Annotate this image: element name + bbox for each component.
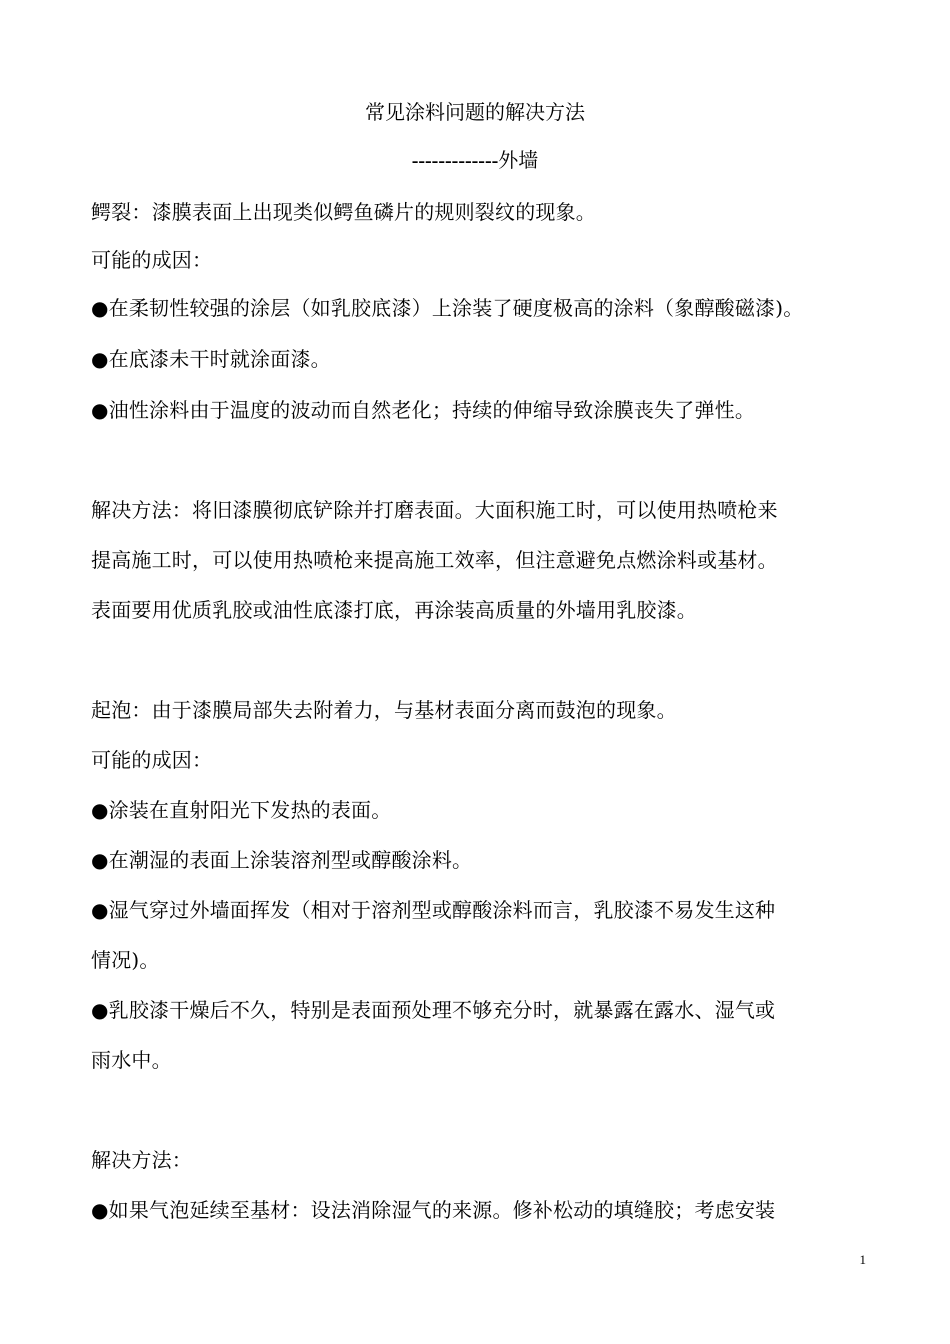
paragraph-line: 起泡：由于漆膜局部失去附着力，与基材表面分离而鼓泡的现象。 bbox=[91, 698, 677, 722]
list-item-continuation: 雨水中。 bbox=[91, 1048, 172, 1072]
page-subtitle bbox=[0, 146, 950, 175]
paragraph-line: 表面要用优质乳胶或油性底漆打底，再涂装高质量的外墙用乳胶漆。 bbox=[91, 598, 697, 622]
subtitle-text: 外墙 bbox=[498, 148, 539, 172]
list-item: ●涂装在直射阳光下发热的表面。 bbox=[91, 798, 392, 822]
list-item: ●乳胶漆干燥后不久，特别是表面预处理不够充分时，就暴露在露水、湿气或 bbox=[91, 998, 776, 1022]
paragraph-line: 提高施工时，可以使用热喷枪来提高施工效率，但注意避免点燃涂料或基材。 bbox=[91, 548, 778, 572]
page-number: 1 bbox=[859, 1252, 866, 1267]
list-item: ●湿气穿过外墙面挥发（相对于溶剂型或醇酸涂料而言，乳胶漆不易发生这种 bbox=[91, 898, 776, 922]
paragraph-line: 可能的成因： bbox=[91, 748, 213, 772]
list-item: ●在柔韧性较强的涂层（如乳胶底漆）上涂装了硬度极高的涂料（象醇酸磁漆)。 bbox=[91, 296, 804, 320]
paragraph-line: 解决方法： bbox=[91, 1148, 192, 1172]
paragraph-line: 可能的成因： bbox=[91, 248, 213, 272]
list-item: ●油性涂料由于温度的波动而自然老化；持续的伸缩导致涂膜丧失了弹性。 bbox=[91, 398, 756, 422]
list-item: ●在潮湿的表面上涂装溶剂型或醇酸涂料。 bbox=[91, 848, 473, 872]
paragraph-line: 解决方法：将旧漆膜彻底铲除并打磨表面。大面积施工时，可以使用热喷枪来 bbox=[91, 498, 778, 522]
list-item: ●如果气泡延续至基材：设法消除湿气的来源。修补松动的填缝胶；考虑安装 bbox=[91, 1198, 776, 1222]
page-title: 常见涂料问题的解决方法 bbox=[365, 100, 585, 124]
list-item-continuation: 情况)。 bbox=[91, 948, 160, 972]
paragraph-line: 鳄裂：漆膜表面上出现类似鳄鱼磷片的规则裂纹的现象。 bbox=[91, 200, 596, 224]
subtitle-dashes: ------------- bbox=[411, 150, 499, 172]
list-item: ●在底漆未干时就涂面漆。 bbox=[91, 347, 331, 371]
